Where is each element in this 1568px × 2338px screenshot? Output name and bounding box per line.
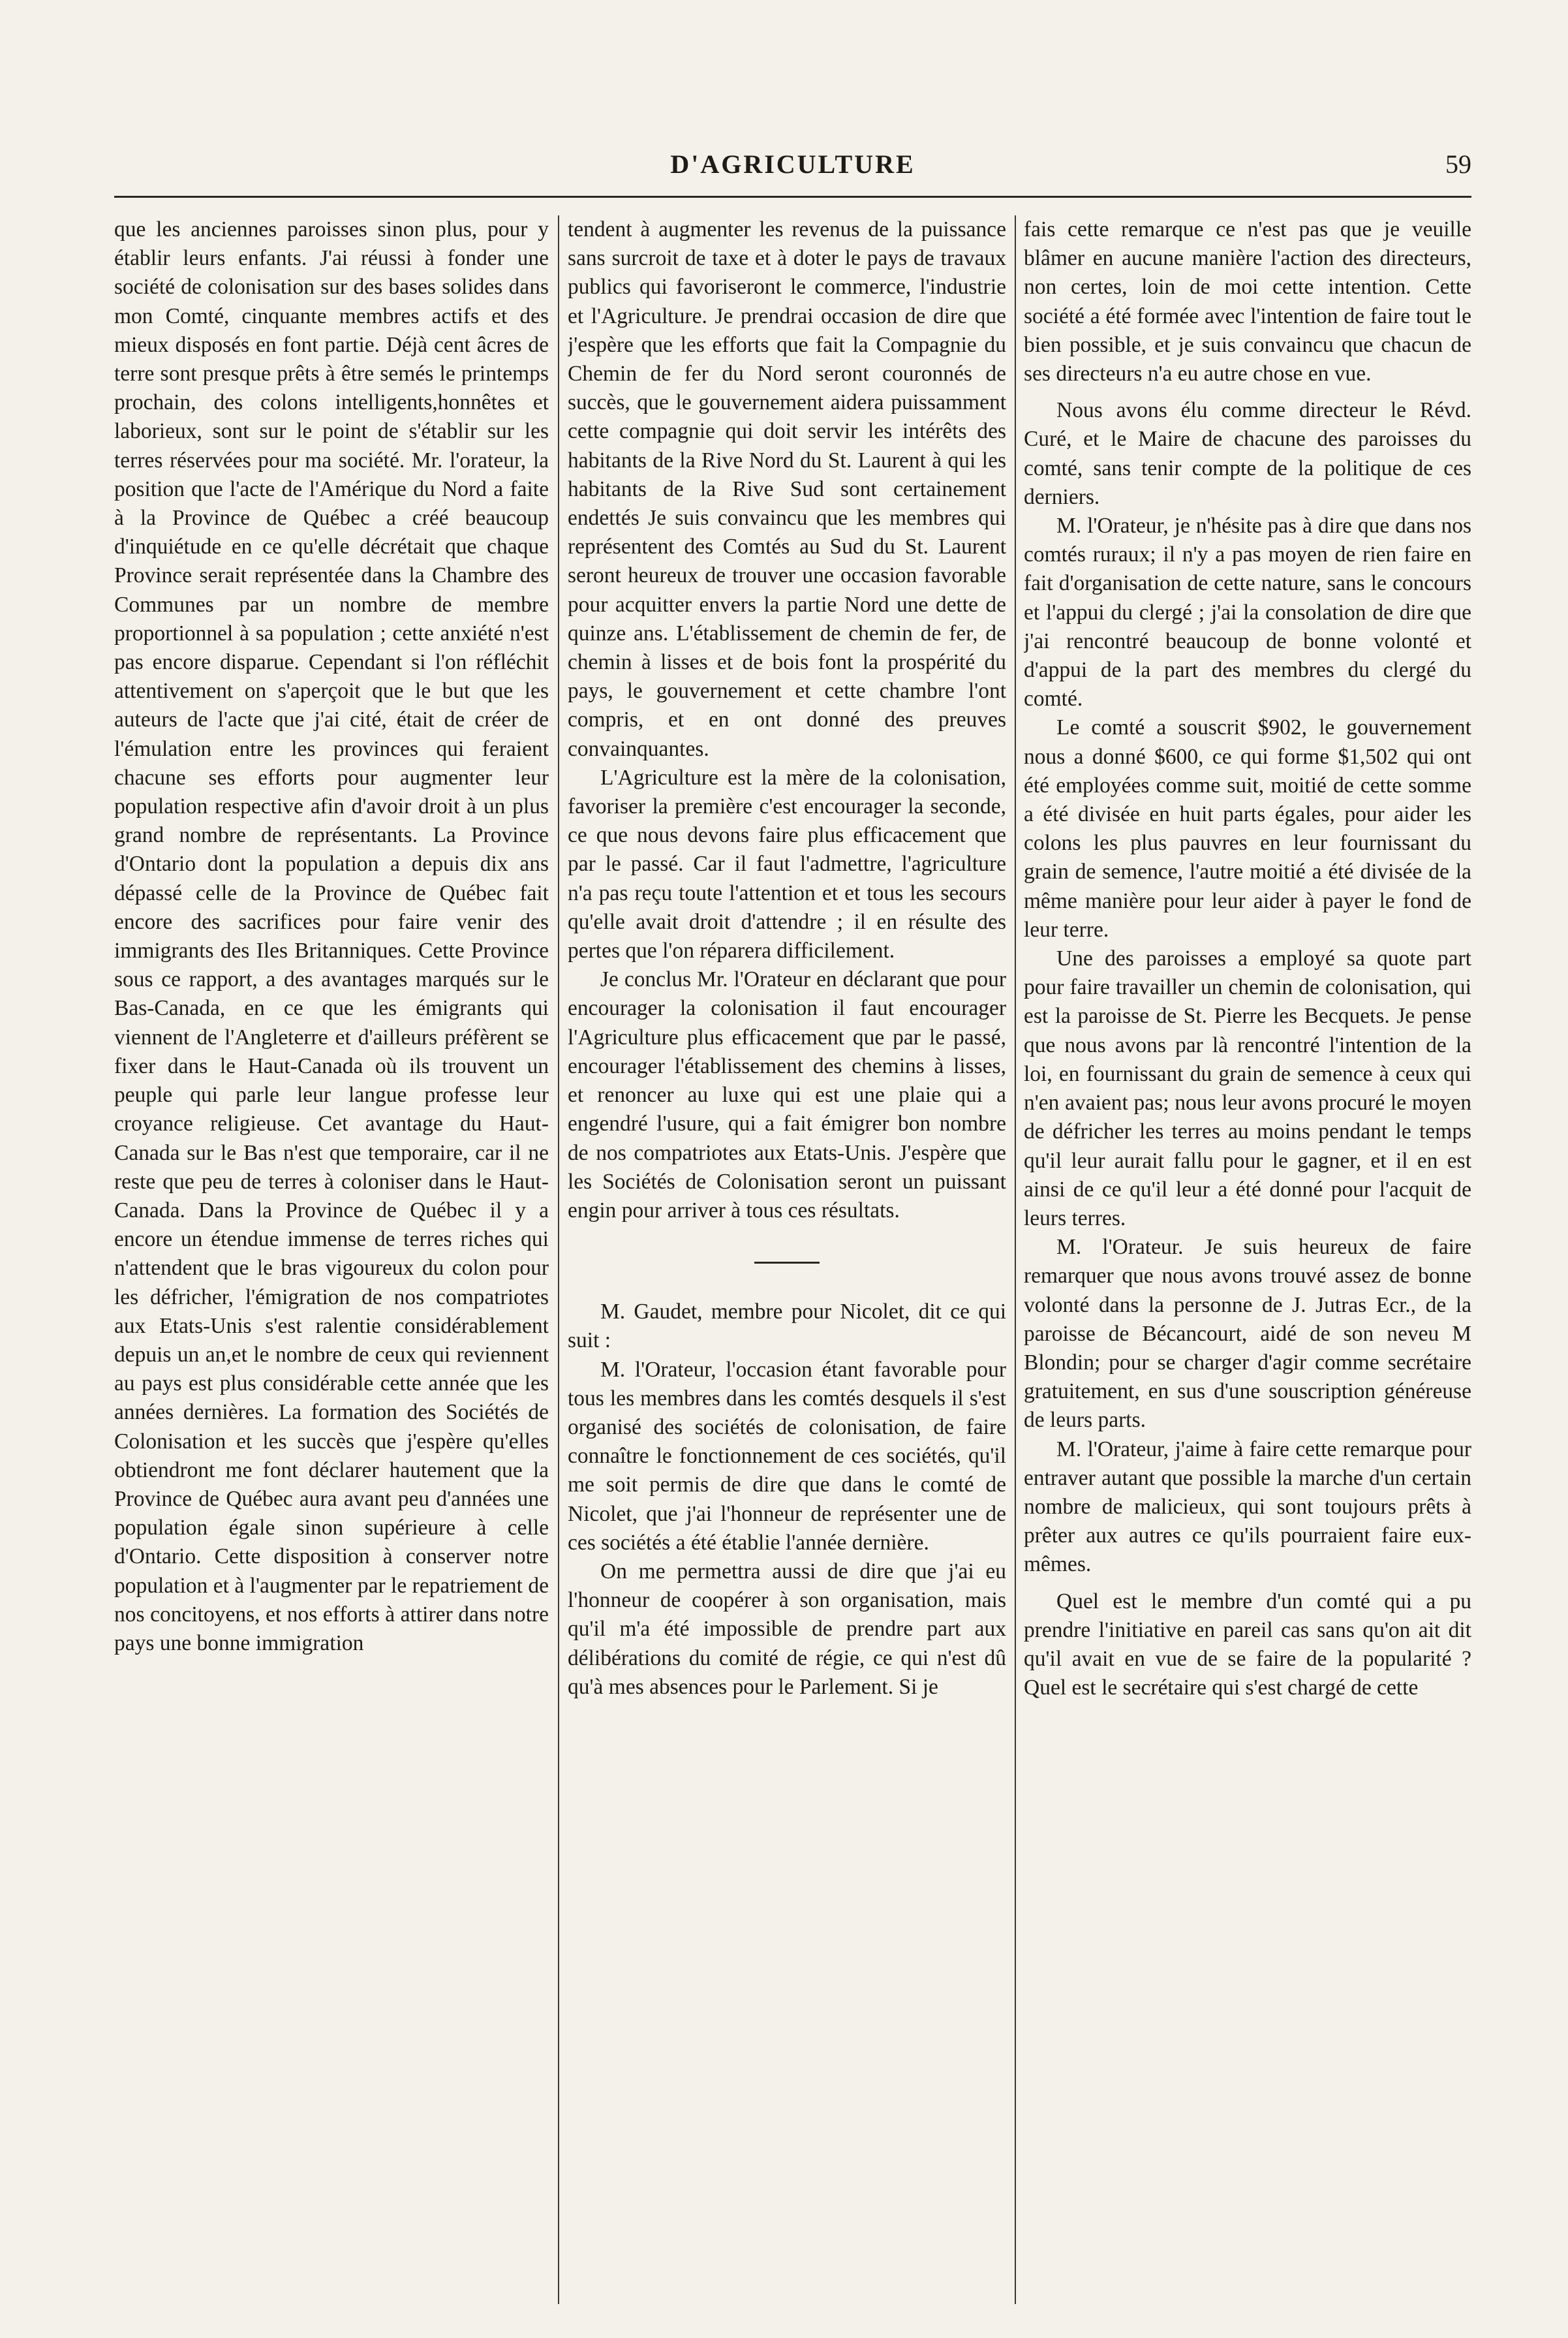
text-column-3 [1024, 215, 1471, 2304]
paragraph: Je conclus Mr. l'Orateur en déclarant que pour encourager la colonisation il faut encourager l'Agriculture plus efficacement que par le passé, encourager l'établissement des chemins à lisses, et renoncer au luxe qui est une plaie qui a engendré l'usure, qui a fait émigrer bon nombre de nos compatriotes aux Etats-Unis. J'espère que les Sociétés de Colonisation seront un puissant engin pour arriver à tous ces résultats. [568, 967, 1006, 1223]
paragraph: M. l'Orateur, j'aime à faire cette remarque pour entraver autant que possible la marche d'un certain nombre de malicieux, qui sont toujours prêts à prêter aux autres ce qu'ils pourraient faire eux-mêmes. [1024, 1437, 1471, 1577]
paragraph: On me permettra aussi de dire que j'ai eu l'honneur de coopérer à son organisation, mais qu'il m'a été impossible de prendre part aux délibérations du comité de régie, ce qui n'est dû qu'à mes absences pour le Parlement. Si je [568, 1559, 1006, 1699]
column-divider [558, 215, 559, 2304]
page-number: 59 [1445, 149, 1471, 179]
header-rule [114, 196, 1471, 198]
text-column-2 [568, 215, 1006, 2304]
paragraph: Le comté a souscrit $902, le gouvernement nous a donné $600, ce qui forme $1,502 qui ont été employées comme suit, moitié de cette somme a été divisée en huit parts égales, pour aider les colons les plus pauvres en leur fournissant du grain de semence, l'autre moitié a été divisée de la même manière pour leur aider à payer le fond de leur terre. [1024, 715, 1471, 942]
column-divider [1015, 215, 1016, 2304]
text-column-1 [114, 215, 549, 2304]
page-title: D'AGRICULTURE [670, 149, 915, 179]
paragraph: fais cette remarque ce n'est pas que je veuille blâmer en aucune manière l'action des directeurs, non certes, loin de moi cette intention. Cette société a été formée avec l'intention de faire tout le bien possible, et je suis convaincu que chacun de ses directeurs n'a eu autre chose en vue. [1024, 217, 1471, 386]
paragraph: tendent à augmenter les revenus de la puissance sans surcroit de taxe et à doter le pays de travaux publics qui favoriseront le commerce, l'industrie et l'Agriculture. Je prendrai occasion de dire que j'espère que les efforts que fait la Compagnie du Chemin de fer du Nord seront couronnés de succès, que le gouvernement aidera puissamment cette compagnie qui doit servir les intérêts des habitants de la Rive Nord du St. Laurent à qui les habitants de la Rive Sud sont certainement endettés Je suis convaincu que les membres qui représentent des Comtés au Sud du St. Laurent seront heureux de trouver une occasion favorable pour acquitter envers la partie Nord une dette de quinze ans. L'établissement de chemin de fer, de chemin à lisses et de bois font la prospérité du pays, le gouvernement et cette chambre l'ont compris, et en ont donné des preuves convainquantes. [568, 217, 1006, 761]
paragraph: que les anciennes paroisses sinon plus, pour y établir leurs enfants. J'ai réussi à fonder une société de colonisation sur des bases solides dans mon Comté, cinquante membres actifs et des mieux disposés en font partie. Déjà cent âcres de terre sont presque prêts à être semés le printemps prochain, des colons intelligents,honnêtes et laborieux, sont sur le point de s'établir sur les terres réservées pour ma société. Mr. l'orateur, la position que l'acte de l'Amérique du Nord a faite à la Province de Québec a créé beaucoup d'inquiétude en ce qu'elle décrétait que chaque Province serait représentée dans la Chambre des Communes par un nombre de membre proportionnel à sa population ; cette anxiété n'est pas encore disparue. Cependant si l'on réfléchit attentivement on s'aperçoit que le but que les auteurs de l'acte que j'ai cité, était de créer de l'émulation entre les provinces qui feraient chacune ses efforts pour augmenter leur population respective afin d'avoir droit à un plus grand nombre de représentants. La Province d'Ontario dont la population a depuis dix ans dépassé celle de la Province de Québec fait encore des sacrifices pour faire venir des immigrants des Iles Britanniques. Cette Province sous ce rapport, a des avantages marqués sur le Bas-Canada, en ce que les émigrants qui viennent de l'Angleterre et d'ailleurs préfèrent se fixer dans le Haut-Canada où ils trouvent un peuple qui parle leur langue professe leur croyance religieuse. Cet avantage du Haut-Canada sur le Bas n'est que temporaire, car il ne reste que peu de terres à coloniser dans le Haut-Canada. Dans la Province de Québec il y a encore un étendue immense de terres riches qui n'attendent que le bras vigoureux du colon pour les défricher, l'émigration de nos compatriotes aux Etats-Unis s'est ralentie considérablement depuis un an,et le nombre de ceux qui reviennent au pays est plus considérable cette année que les années dernières. La formation des Sociétés de Colonisation et les succès que j'espère qu'elles obtiendront me font déclarer hautement que la Province de Québec aura avant peu d'années une population égale sinon supérieure à celle d'Ontario. Cette disposition à conserver notre population et à l'augmenter par le repatriement de nos concitoyens, et nos efforts à attirer dans notre pays une bonne immigration [114, 217, 549, 1655]
paragraph: Quel est le membre d'un comté qui a pu prendre l'initiative en pareil cas sans qu'on ait dit qu'il avait en vue de se faire de la popularité ? Quel est le secrétaire qui s'est chargé de cette [1024, 1589, 1471, 1700]
paragraph: M. l'Orateur, je n'hésite pas à dire que dans nos comtés ruraux; il n'y a pas moyen de rien faire en fait d'organisation de cette nature, sans le concours et l'appui du clergé ; j'ai la consolation de dire que j'ai rencontré beaucoup de bonne volonté et d'appui de la part des membres du clergé du comté. [1024, 514, 1471, 711]
paragraph: L'Agriculture est la mère de la colonisation, favoriser la première c'est encourager la seconde, ce que nous devons faire plus efficacement que par le passé. Car il faut l'admettre, l'agriculture n'a pas reçu toute l'attention et et tous les secours qu'elle avait droit d'attendre ; il en résulte des pertes que l'on réparera difficilement. [568, 765, 1006, 963]
paragraph: Une des paroisses a employé sa quote part pour faire travailler un chemin de colonisation, qui est la paroisse de St. Pierre les Becquets. Je pense que nous avons par là rencontré l'intention de la loi, en fournissant du grain de semence à ceux qui n'en avaient pas; nous leur avons procuré le moyen de défricher les terres au moins pendant le temps qu'il leur aurait fallu pour le gagner, et il en est ainsi de ce qu'il leur a été donné pour l'acquit de leurs terres. [1024, 946, 1471, 1230]
page-header [114, 149, 1471, 195]
paragraph: M. Gaudet, membre pour Nicolet, dit ce qui suit : [568, 1300, 1006, 1353]
paragraph: M. l'Orateur. Je suis heureux de faire remarquer que nous avons trouvé assez de bonne volonté dans la personne de J. Jutras Ecr., de la paroisse de Bécancourt, aidé de son neveu M Blondin; pour se charger d'agir comme secrétaire gratuitement, en sus d'une souscription généreuse de leurs parts. [1024, 1235, 1471, 1433]
section-divider [754, 1262, 820, 1264]
paragraph: Nous avons élu comme directeur le Révd. Curé, et le Maire de chacune des paroisses du comté, sans tenir compte de la politique de ces derniers. [1024, 398, 1471, 509]
paragraph: M. l'Orateur, l'occasion étant favorable pour tous les membres dans les comtés desquels il s'est organisé des sociétés de colonisation, de faire connaître le fonctionnement de ces sociétés, qu'il me soit permis de dire que dans le comté de Nicolet, que j'ai l'honneur de représenter une de ces sociétés a été établie l'année dernière. [568, 1357, 1006, 1555]
